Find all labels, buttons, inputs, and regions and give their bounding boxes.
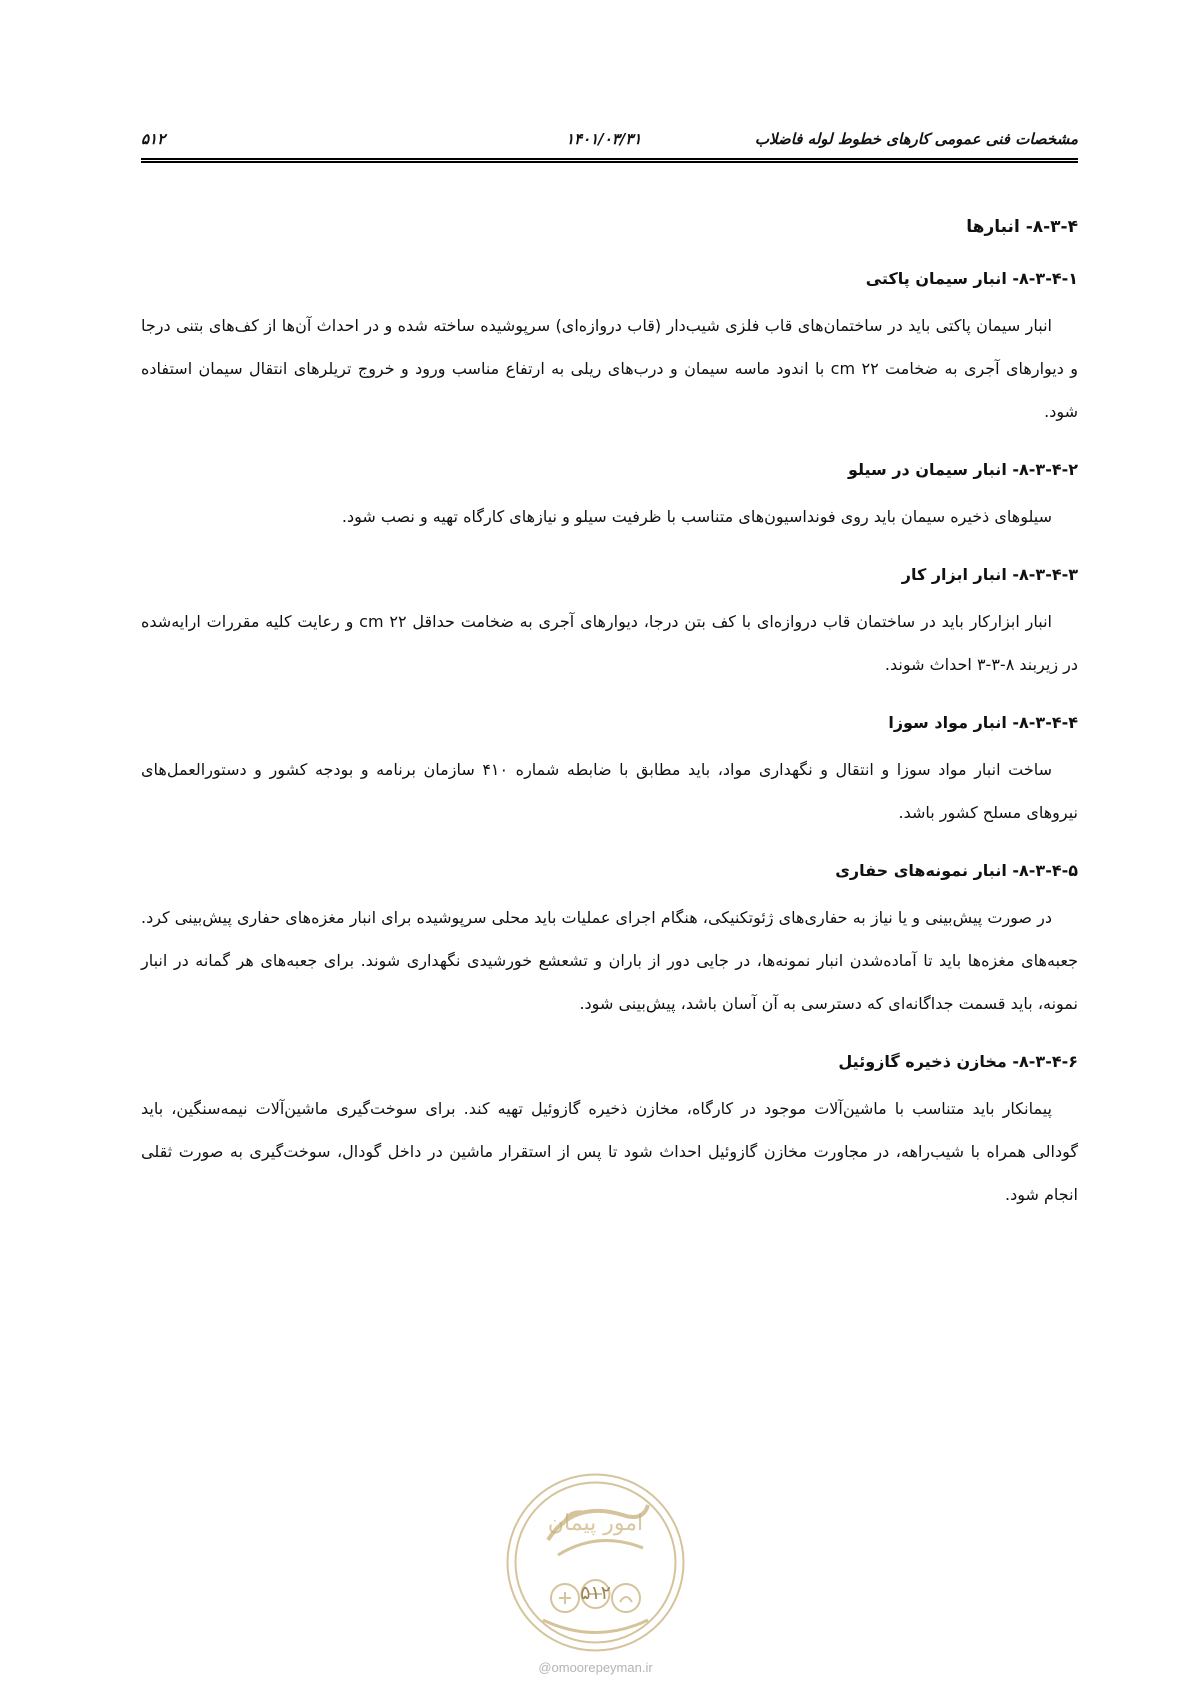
subsection-heading: ۸-۳-۴-۳- انبار ابزار کار — [901, 565, 1078, 584]
subsection-diesel-tanks — [141, 1047, 1078, 1216]
subsection-heading: ۸-۳-۴-۶- مخازن ذخیره گازوئیل — [838, 1052, 1078, 1071]
stamp-page-number: ۵۱۲ — [580, 1582, 611, 1604]
subsection-heading: ۸-۳-۴-۲- انبار سیمان در سیلو — [847, 460, 1078, 479]
header-title: مشخصات فنی عمومی کارهای خطوط لوله فاضلاب — [754, 130, 1078, 148]
stamp-label: امور پیمان — [547, 1511, 644, 1536]
subsection-core-sample-store — [141, 856, 1078, 1025]
subsection-paragraph: در صورت پیش‌بینی و یا نیاز به حفاری‌های ژئوتکنیکی، هنگام اجرای عملیات باید محلی سرپوشیده برای انبار مغزه‌های حفاری پیش‌بینی کرد. جعبه‌های مغزه‌ها باید تا آماده‌شدن انبار نمونه‌ها، در جایی دور از باران و تشعشع خورشیدی نگهداری شوند. برای جعبه‌های هر گمانه در انبار نمونه، باید قسمت جداگانه‌ای که دسترسی به آن آسان باشد، پیش‌بینی شود. — [141, 908, 1078, 1013]
subsection-heading: ۸-۳-۴-۵- انبار نمونه‌های حفاری — [835, 861, 1078, 880]
subsection-paragraph: پیمانکار باید متناسب با ماشین‌آلات موجود در کارگاه، مخازن ذخیره گازوئیل تهیه کند. برای سوخت‌گیری ماشین‌آلات نیمه‌سنگین، باید گودالی همراه با شیب‌راهه، در مجاورت مخازن گازوئیل احداث شود تا پس از استقرار ماشین در داخل گودال، سوخت‌گیری به صورت ثقلی انجام شود. — [141, 1099, 1078, 1204]
stamp-seal-icon — [503, 1470, 688, 1655]
section-heading: ۸-۳-۴- انبارها — [966, 217, 1078, 237]
subsection-heading: ۸-۳-۴-۱- انبار سیمان پاکتی — [865, 269, 1078, 288]
subsection-flammable-store — [141, 708, 1078, 834]
subsection-paragraph: ساخت انبار مواد سوزا و انتقال و نگهداری مواد، باید مطابق با ضابطه شماره ۴۱۰ سازمان برنامه و بودجه کشور و دستورالعمل‌های نیروهای مسلح کشور باشد. — [141, 760, 1078, 822]
omoore-peyman-stamp-logo — [503, 1470, 688, 1655]
header-date: ۱۴۰۱/۰۳/۳۱ — [566, 130, 642, 148]
subsection-cement-silo — [141, 455, 1078, 538]
subsection-paragraph: انبار سیمان پاکتی باید در ساختمان‌های قاب فلزی شیب‌دار (قاب دروازه‌ای) سرپوشیده ساخته شده و در احداث آن‌ها از کف‌های بتنی درجا و دیوارهای آجری به ضخامت ۲۲ cm با اندود ماسه سیمان و درب‌های ریلی به ارتفاع مناسب ورود و خروج تریلرهای انتقال سیمان استفاده شود. — [141, 316, 1078, 421]
page-header — [141, 118, 1078, 163]
subsection-paragraph: انبار ابزارکار باید در ساختمان قاب دروازه‌ای با کف بتن درجا، دیوارهای آجری به ضخامت حداقل ۲۲ cm و رعایت کلیه مقررات ارایه‌شده در زیربند ۸-۳-۳ احداث شوند. — [141, 612, 1078, 674]
subsection-tool-store — [141, 560, 1078, 686]
subsection-heading: ۸-۳-۴-۴- انبار مواد سوزا — [888, 713, 1078, 732]
document-body — [141, 212, 1078, 1238]
header-page-number: ۵۱۲ — [141, 130, 166, 148]
watermark-handle: @omoorepeyman.ir — [538, 1660, 653, 1675]
subsection-cement-bag-store — [141, 264, 1078, 433]
subsection-paragraph: سیلوهای ذخیره سیمان باید روی فونداسیون‌های متناسب با ظرفیت سیلو و نیازهای کارگاه تهیه و نصب شود. — [341, 507, 1052, 526]
